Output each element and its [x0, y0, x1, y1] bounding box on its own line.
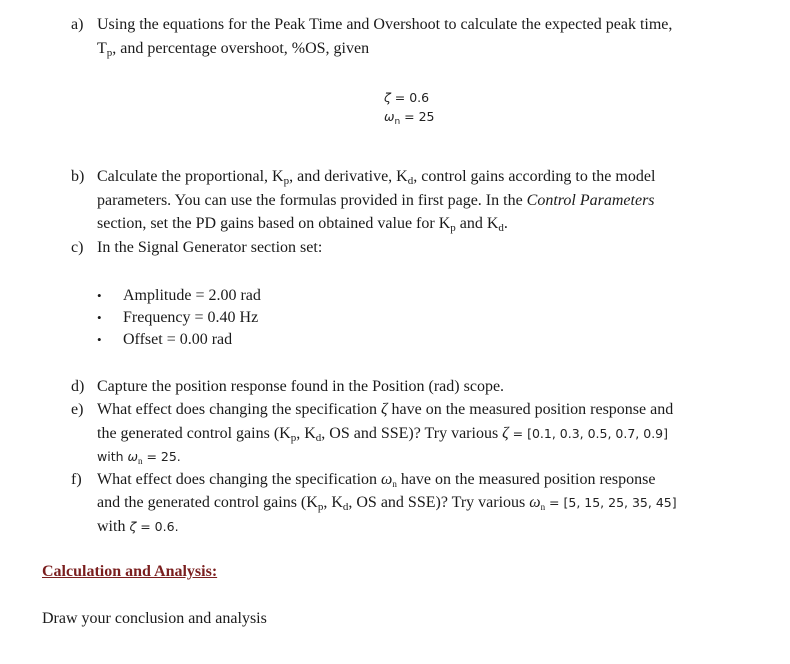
item-a-label: a): [71, 16, 84, 33]
item-c-line1: In the Signal Generator section set:: [97, 239, 323, 256]
equation-zeta: ζ = 0.6: [384, 90, 430, 105]
item-e-line2: the generated control gains ($K_p$, $K_d$, OS and SSE)? Try various ζ = [0.1, 0.3, 0.5, 0.7, 0.9]: [97, 425, 669, 444]
bullet-icon: •: [97, 288, 102, 303]
item-a-line2: $T_p$, and percentage overshoot, %OS, given: [97, 40, 370, 59]
item-b-line2: parameters. You can use the formulas provided in first page. In the Control Parameters: [97, 192, 655, 209]
section-heading: Calculation and Analysis:: [42, 563, 218, 580]
section-body: Draw your conclusion and analysis: [42, 610, 267, 627]
item-d-label: d): [71, 378, 85, 395]
item-b-line3: section, set the PD gains based on obtained value for $K_p$ and $K_d$.: [97, 215, 508, 234]
bullet-icon: •: [97, 332, 102, 347]
item-c-label: c): [71, 239, 84, 256]
item-d-line1: Capture the position response found in the Position (rad) scope.: [97, 378, 505, 395]
item-b-label: b): [71, 168, 85, 185]
item-f-label: f): [71, 471, 82, 488]
item-a-line1: Using the equations for the Peak Time and Overshoot to calculate the expected peak time,: [97, 16, 673, 33]
item-e-line3: with $\omega_n = 25$.: [97, 449, 181, 466]
equation-omega: $\omega_n = 25$: [384, 109, 435, 127]
item-f-line3: with ζ = 0.6.: [97, 518, 179, 535]
item-f-line2: and the generated control gains ($K_p$, $K_d$, OS and SSE)? Try various $\omega_n = [5$, 15, 25, 35, 45]: [97, 494, 677, 513]
item-e-label: e): [71, 401, 84, 418]
bullet-icon: •: [97, 310, 102, 325]
